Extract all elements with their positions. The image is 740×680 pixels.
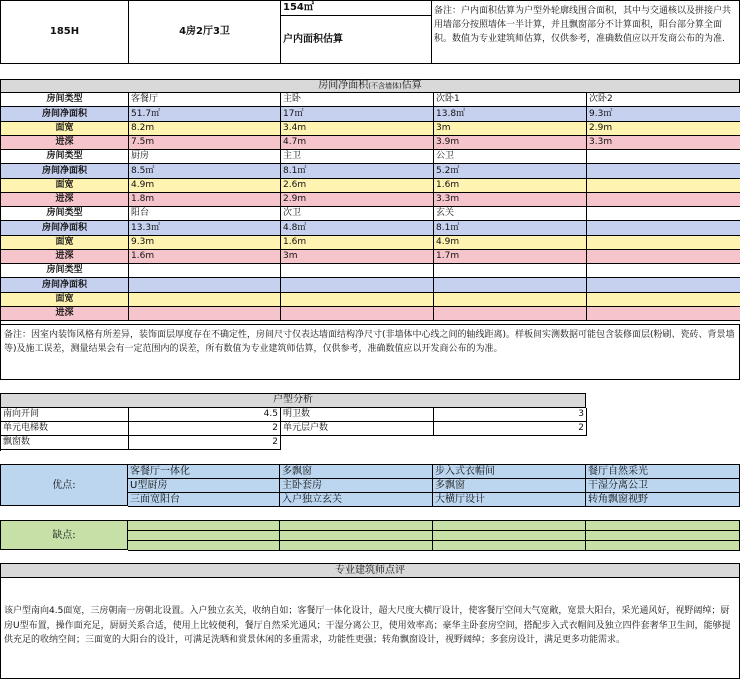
room-area-cell [434, 278, 587, 293]
cons-table [0, 520, 740, 550]
cons-item [433, 521, 586, 531]
room-depth-cell: 1.7m [434, 250, 587, 264]
room-area-cell [129, 278, 281, 293]
room-area-cell: 8.1㎡ [434, 221, 587, 236]
room-row-label-area: 房间净面积 [1, 221, 129, 236]
analysis-label2: 明卫数 [281, 408, 434, 422]
room-area-cell [587, 278, 740, 293]
room-depth-cell [434, 307, 587, 321]
room-type-cell [587, 264, 740, 278]
room-row-label-width: 面宽 [1, 179, 129, 193]
room-row-label-area: 房间净面积 [1, 164, 129, 179]
cons-item [433, 531, 586, 541]
room-table-title-suffix: 估算 [401, 80, 422, 91]
room-type-cell: 阳台 [129, 207, 281, 221]
analysis-label2: 单元层户数 [281, 422, 434, 436]
room-row-label-depth: 进深 [1, 250, 129, 264]
room-type-cell [587, 207, 740, 221]
room-width-cell [129, 293, 281, 307]
pros-item: 三面宽阳台 [128, 493, 280, 507]
room-area-cell: 51.7㎡ [129, 107, 281, 122]
room-width-cell [587, 236, 740, 250]
room-width-cell [434, 293, 587, 307]
room-depth-cell [587, 193, 740, 207]
room-width-cell [281, 293, 434, 307]
room-rows [0, 93, 740, 324]
pros-item: 餐厅自然采光 [586, 465, 740, 479]
room-width-cell: 2.9m [587, 122, 740, 136]
analysis-title: 户型分析 [1, 394, 586, 408]
room-row-label-width: 面宽 [1, 122, 129, 136]
room-type-cell: 玄关 [434, 207, 587, 221]
analysis-table [0, 393, 586, 451]
pros-item: 入户独立玄关 [280, 493, 433, 507]
room-table-title-note: (不含墙体) [368, 82, 402, 90]
room-width-cell: 9.3m [129, 236, 281, 250]
room-width-cell [587, 293, 740, 307]
room-row-label-width: 面宽 [1, 293, 129, 307]
room-depth-cell: 4.7m [281, 136, 434, 150]
analysis-value2: 3 [434, 408, 587, 422]
review-title: 专业建筑师点评 [1, 564, 739, 578]
room-table-title-text: 房间净面积 [318, 80, 369, 91]
cons-item [586, 531, 740, 541]
header-note: 备注：户内面积估算为户型外轮廓线围合面积，其中与交通核以及拼接户共用墙部分按照墙体一半计算，并且飘窗部分不计算面积，阳台部分算全面积。数值为专业建筑师估算，仅供参考，准确数值应以开发商公布的为准. [434, 6, 732, 44]
room-type-cell: 公卫 [434, 150, 587, 164]
pros-item: 多飘窗 [280, 465, 433, 479]
cons-label: 缺点: [1, 521, 128, 550]
room-width-cell: 8.2m [129, 122, 281, 136]
pros-table [0, 464, 740, 506]
unit-code: 185H [1, 1, 129, 63]
cons-item [433, 541, 586, 551]
pros-item: 步入式衣帽间 [433, 465, 586, 479]
pros-item: 客餐厅一体化 [128, 465, 280, 479]
room-depth-cell: 3m [281, 250, 434, 264]
room-type-cell: 厨房 [129, 150, 281, 164]
cons-item [280, 541, 433, 551]
room-area-cell: 8.5㎡ [129, 164, 281, 179]
room-depth-cell [129, 307, 281, 321]
analysis-value2: 2 [434, 422, 587, 436]
room-row-label-area: 房间净面积 [1, 107, 129, 122]
room-depth-cell: 3.3m [434, 193, 587, 207]
room-row-label-depth: 进深 [1, 136, 129, 150]
area-label: 户内面积估算 [281, 16, 432, 63]
room-type-cell: 次卫 [281, 207, 434, 221]
cons-item [128, 541, 280, 551]
pros-label: 优点: [1, 465, 128, 506]
pros-item: 转角飘窗视野 [586, 493, 740, 507]
cons-item [586, 521, 740, 531]
room-depth-cell: 7.5m [129, 136, 281, 150]
room-depth-cell: 3.3m [587, 136, 740, 150]
header-block [0, 0, 740, 64]
room-row-label-depth: 进深 [1, 193, 129, 207]
room-depth-cell: 1.6m [129, 250, 281, 264]
room-depth-cell: 2.9m [281, 193, 434, 207]
room-width-cell: 3m [434, 122, 587, 136]
room-area-cell: 5.2㎡ [434, 164, 587, 179]
room-type-cell: 主卫 [281, 150, 434, 164]
room-width-cell: 1.6m [434, 179, 587, 193]
room-type-cell [587, 150, 740, 164]
room-width-cell: 1.6m [281, 236, 434, 250]
room-table-title [0, 79, 740, 93]
review-text: 该户型南向4.5面宽，三房朝南一房朝北设置。入户独立玄关，收纳自如；客餐厅一体化设计，超大尺度大横厅设计，使客餐厅空间大气宽敞，宽景大阳台，采光通风好，视野阔绰；厨房U型布置，操作面充足，厨厨关系合适，使用上比较便利，餐厅自然采光通风；干湿分离公卫，使用效率高；豪华主卧套房空间，搭配步入式衣帽间及独立四件套奢华卫生间，能够提供充足的收纳空间；三面宽的大阳台的设计，可满足洗晒和赏景休闲的多重需求，功能性更强；转角飘窗设计，视野阔绰；多套房设计，满足更多功能需求。 [4, 606, 731, 645]
room-depth-cell: 3.9m [434, 136, 587, 150]
room-depth-cell [281, 307, 434, 321]
room-area-cell: 9.3㎡ [587, 107, 740, 122]
pros-item: U型厨房 [128, 479, 280, 493]
unit-layout: 4房2厅3卫 [129, 1, 281, 63]
room-row-label-type: 房间类型 [1, 207, 129, 221]
room-row-label-area: 房间净面积 [1, 278, 129, 293]
room-area-cell: 17㎡ [281, 107, 434, 122]
cons-item [128, 521, 280, 531]
analysis-value: 4.5 [129, 408, 281, 422]
pros-item: 主卧套房 [280, 479, 433, 493]
cons-item [280, 531, 433, 541]
room-area-cell [587, 221, 740, 236]
room-row-label-type: 房间类型 [1, 93, 129, 107]
room-area-cell: 13.8㎡ [434, 107, 587, 122]
review-box [0, 563, 740, 679]
room-type-cell: 次卧2 [587, 93, 740, 107]
room-row-label-width: 面宽 [1, 236, 129, 250]
analysis-label: 单元电梯数 [1, 422, 129, 436]
analysis-label: 飘窗数 [1, 436, 129, 450]
room-type-cell [434, 264, 587, 278]
room-width-cell: 4.9m [434, 236, 587, 250]
room-type-cell: 客餐厅 [129, 93, 281, 107]
room-row-label-type: 房间类型 [1, 264, 129, 278]
analysis-value: 2 [129, 436, 281, 450]
room-width-cell [587, 179, 740, 193]
analysis-label: 南向开间 [1, 408, 129, 422]
room-depth-cell [587, 250, 740, 264]
area-value: 154㎡ [281, 1, 432, 16]
room-area-cell: 4.8㎡ [281, 221, 434, 236]
room-note-box [0, 324, 740, 380]
room-row-label-type: 房间类型 [1, 150, 129, 164]
room-type-cell [281, 264, 434, 278]
room-area-cell [587, 164, 740, 179]
room-type-cell [129, 264, 281, 278]
room-area-cell: 8.1㎡ [281, 164, 434, 179]
room-width-cell: 4.9m [129, 179, 281, 193]
room-type-cell: 次卧1 [434, 93, 587, 107]
pros-item: 大横厅设计 [433, 493, 586, 507]
room-area-cell: 13.3㎡ [129, 221, 281, 236]
cons-item [586, 541, 740, 551]
room-type-cell: 主卧 [281, 93, 434, 107]
pros-item: 干湿分离公卫 [586, 479, 740, 493]
room-row-label-depth: 进深 [1, 307, 129, 321]
pros-item: 多飘窗 [433, 479, 586, 493]
room-depth-cell [587, 307, 740, 321]
analysis-value: 2 [129, 422, 281, 436]
room-area-cell [281, 278, 434, 293]
room-width-cell: 3.4m [281, 122, 434, 136]
cons-item [280, 521, 433, 531]
room-note: 备注：因室内装饰风格有所差异，装饰面层厚度存在不确定性，房间尺寸仅表达墙面结构净尺寸(非墙体中心线之间的轴线距离)。样板间实测数据可能包含装修面层(粉刷、瓷砖、背景墙等)及施工误差，测量结果会有一定范围内的误差，所有数值为专业建筑师估算，仅供参考，准确数值应以开发商公布的为准。 [4, 330, 735, 354]
room-depth-cell: 1.8m [129, 193, 281, 207]
cons-item [128, 531, 280, 541]
room-width-cell: 2.6m [281, 179, 434, 193]
